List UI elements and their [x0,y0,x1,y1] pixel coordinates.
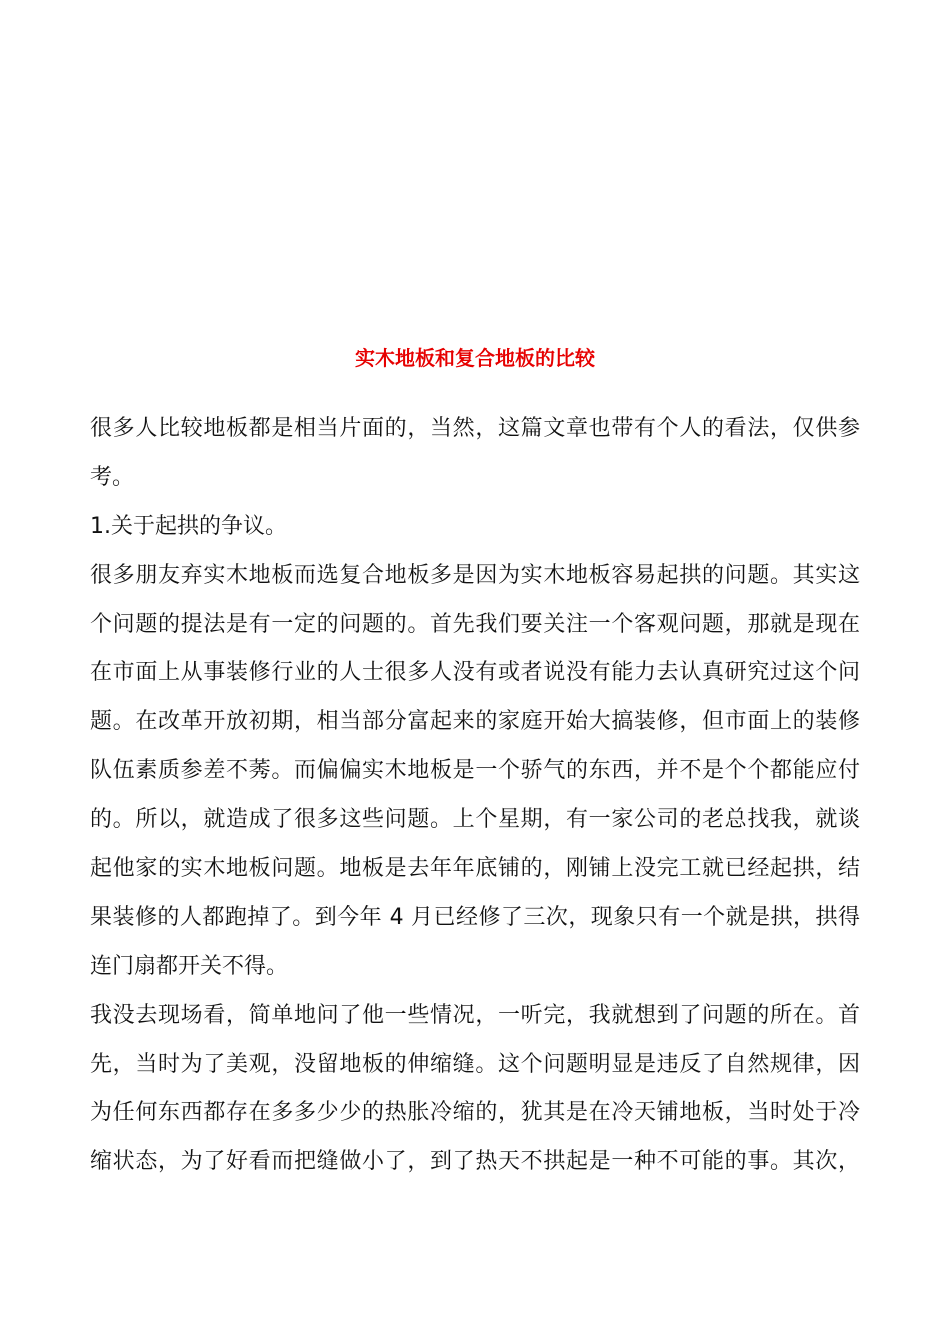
text-line: 我没去现场看，简单地问了他一些情况，一听完，我就想到了问题的所在。首 [90,1002,860,1028]
text-line: 考。 [90,464,135,490]
paragraph-intro [90,405,860,503]
text-line: 很多朋友弃实木地板而选复合地板多是因为实木地板容易起拱的问题。其实这 [90,562,860,588]
text-line: 起他家的实木地板问题。地板是去年年底铺的，刚铺上没完工就已经起拱，结 [90,856,860,882]
text-line: 先，当时为了美观，没留地板的伸缩缝。这个问题明显是违反了自然规律，因 [90,1051,860,1077]
text-line: 个问题的提法是有一定的问题的。首先我们要关注一个客观问题，那就是现在 [90,611,860,637]
text-line: 缩状态，为了好看而把缝做小了，到了热天不拱起是一种不可能的事。其次， [90,1149,860,1175]
text-line: 在市面上从事装修行业的人士很多人没有或者说没有能力去认真研究过这个问 [90,660,860,686]
text-line: 队伍素质参差不莠。而偏偏实木地板是一个骄气的东西，并不是个个都能应付 [90,758,860,784]
document-body [90,405,860,1187]
text-line: 为任何东西都存在多多少少的热胀冷缩的，犹其是在冷天铺地板，当时处于冷 [90,1100,860,1126]
text-line: 很多人比较地板都是相当片面的，当然，这篇文章也带有个人的看法，仅供参 [90,416,860,441]
paragraph-arching [90,552,860,992]
paragraph-analysis [90,992,860,1188]
text-line: 的。所以，就造成了很多这些问题。上个星期，有一家公司的老总找我，就谈 [90,807,860,833]
document-title: 实木地板和复合地板的比较 [355,346,595,370]
text-line: 题。在改革开放初期，相当部分富起来的家庭开始大搞装修，但市面上的装修 [90,709,860,735]
section-heading-1 [90,503,860,552]
text-line: 果装修的人都跑掉了。到今年 4 月已经修了三次，现象只有一个就是拱，拱得 [90,904,860,930]
text-line: 1.关于起拱的争议。 [90,513,287,539]
text-line: 连门扇都开关不得。 [90,953,289,979]
